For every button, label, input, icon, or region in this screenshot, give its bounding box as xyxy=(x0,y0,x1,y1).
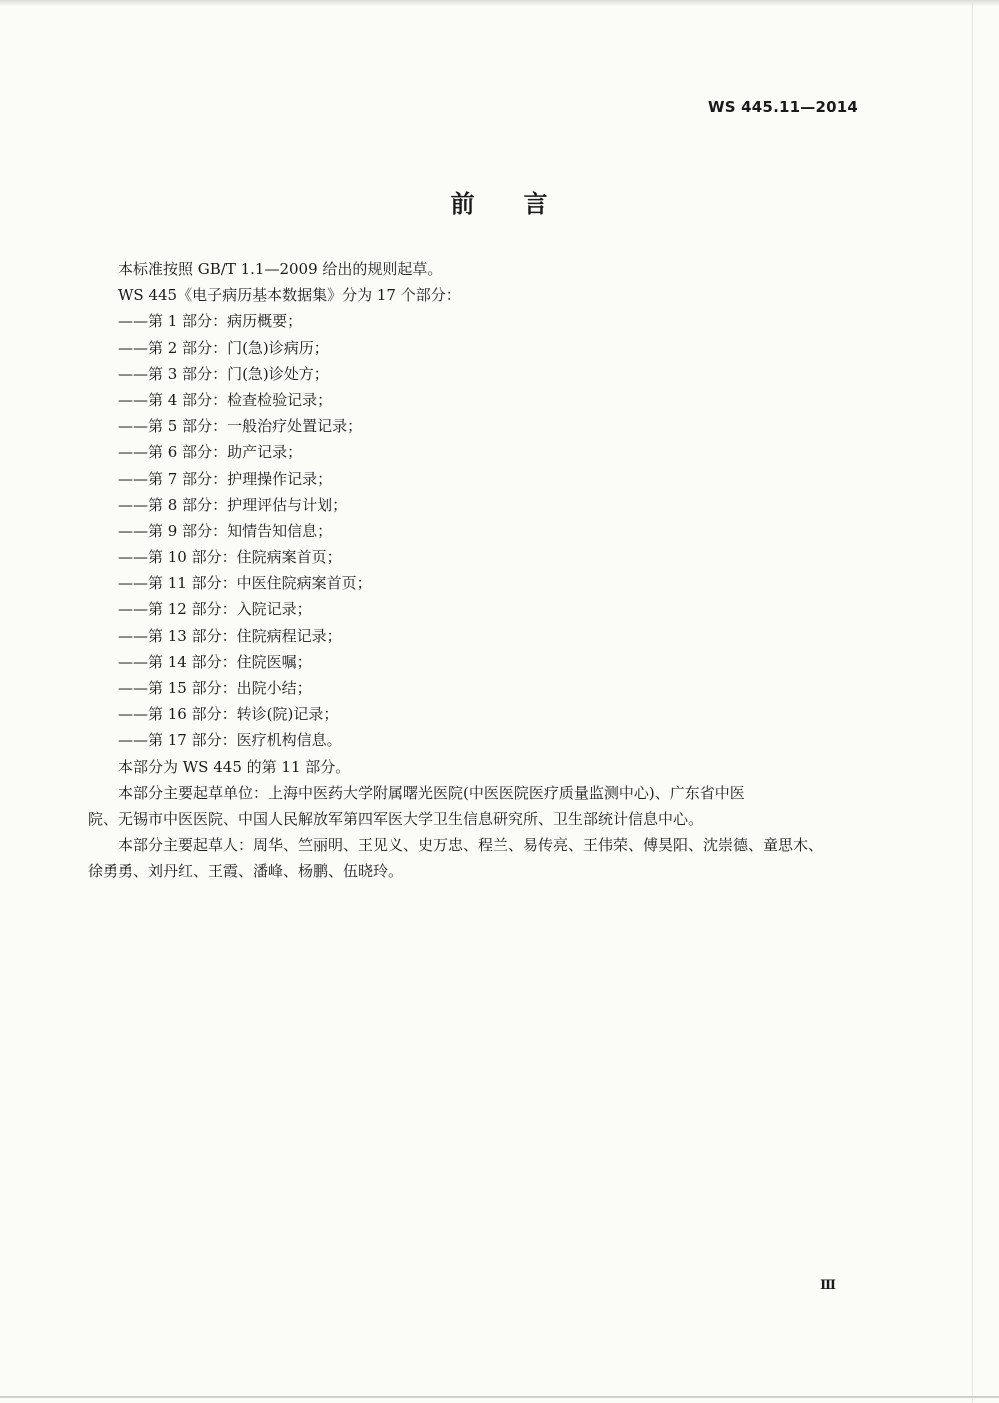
scan-edge-bottom xyxy=(0,1396,999,1398)
title-char-1: 前 xyxy=(450,190,476,218)
part-list-item: ——第 4 部分：检查检验记录； xyxy=(118,390,333,409)
scan-edge-top xyxy=(0,0,999,6)
part-list-item: ——第 17 部分：医疗机构信息。 xyxy=(118,731,342,750)
intro-paragraph: 本标准按照 GB/T 1.1—2009 给出的规则起草。 xyxy=(118,260,443,278)
part-list-item: ——第 13 部分：住院病程记录； xyxy=(118,626,342,645)
part-list-item: ——第 14 部分：住院医嘱； xyxy=(118,652,312,671)
part-list-item: ——第 10 部分：住院病案首页； xyxy=(118,548,342,567)
page-title xyxy=(0,184,999,219)
drafting-units-line-1: 本部分主要起草单位：上海中医药大学附属曙光医院(中医医院医疗质量监测中心)、广东省中医 xyxy=(118,783,745,802)
this-part-paragraph: 本部分为 WS 445 的第 11 部分。 xyxy=(118,757,351,776)
part-list-item: ——第 3 部分：门(急)诊处方； xyxy=(118,364,329,383)
part-list-item: ——第 7 部分：护理操作记录； xyxy=(118,469,333,488)
parts-list xyxy=(118,308,858,753)
part-list-item: ——第 16 部分：转诊(院)记录； xyxy=(118,705,339,724)
part-list-item: ——第 11 部分：中医住院病案首页； xyxy=(118,574,372,593)
drafting-units-line-2: 院、无锡市中医医院、中国人民解放军第四军医大学卫生信息研究所、卫生部统计信息中心。 xyxy=(88,809,704,828)
part-list-item: ——第 6 部分：助产记录； xyxy=(118,443,303,462)
part-list-item: ——第 15 部分：出院小结； xyxy=(118,679,312,697)
part-list-item: ——第 5 部分：一般治疗处置记录； xyxy=(118,417,363,436)
page-number: Ⅲ xyxy=(820,1278,836,1293)
part-list-item: ——第 2 部分：门(急)诊病历； xyxy=(118,338,329,357)
part-list-item: ——第 9 部分：知情告知信息； xyxy=(118,521,333,540)
drafters-line-2: 徐勇勇、刘丹红、王霞、潘峰、杨鹏、伍晓玲。 xyxy=(88,862,404,881)
part-list-item: ——第 12 部分：入院记录； xyxy=(118,600,312,619)
part-list-item: ——第 1 部分：病历概要； xyxy=(118,312,303,331)
drafters-line-1: 本部分主要起草人：周华、竺丽明、王见义、史万忠、程兰、易传亮、王伟荣、傅昊阳、沈崇德、童思木、 xyxy=(118,836,824,855)
document-body xyxy=(88,256,858,885)
part-list-item: ——第 8 部分：护理评估与计划； xyxy=(118,495,348,514)
standard-number: WS 445.11—2014 xyxy=(707,98,858,116)
series-intro: WS 445《电子病历基本数据集》分为 17 个部分： xyxy=(118,286,461,305)
title-char-2: 言 xyxy=(523,190,549,218)
